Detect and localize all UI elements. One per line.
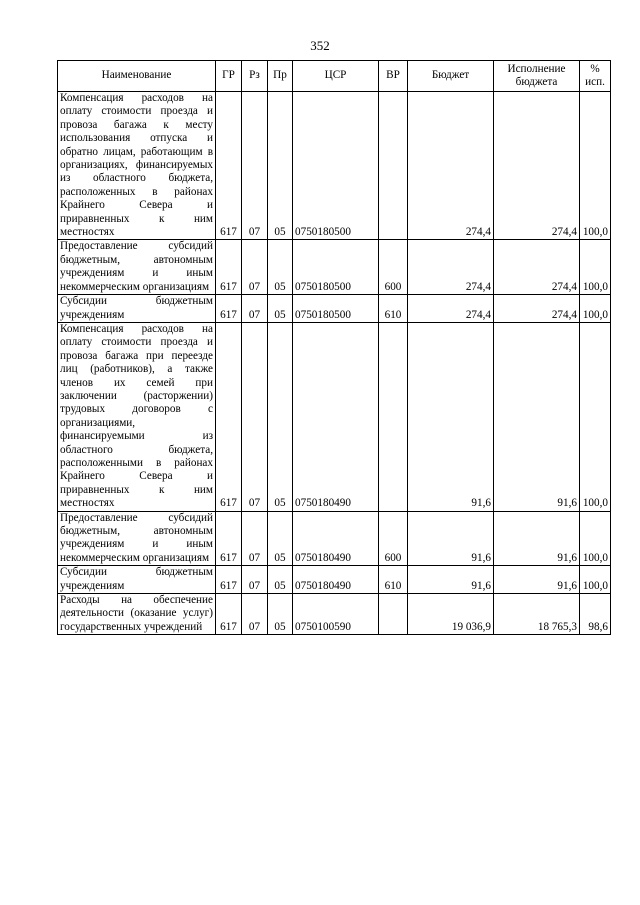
row-rz: 07 [242, 295, 268, 323]
budget-table [57, 60, 611, 635]
row-name: Субсидии бюджетным учреждениям [58, 295, 216, 323]
header-execution: Исполнение бюджета [494, 61, 580, 92]
row-execution: 274,4 [494, 295, 580, 323]
row-name: Предоставление субсидий бюджетным, автономным учреждениям и иным некоммерческим организациям [58, 240, 216, 295]
header-gr: ГР [216, 61, 242, 92]
header-vr: ВР [379, 61, 408, 92]
table-row [58, 92, 611, 240]
row-name: Предоставление субсидий бюджетным, автономным учреждениям и иным некоммерческим организациям [58, 511, 216, 566]
row-percent: 100,0 [580, 511, 611, 566]
row-percent: 100,0 [580, 295, 611, 323]
row-vr: 610 [379, 566, 408, 594]
row-execution: 18 765,3 [494, 594, 580, 635]
row-vr: 610 [379, 295, 408, 323]
row-percent: 100,0 [580, 322, 611, 511]
row-percent: 100,0 [580, 566, 611, 594]
row-rz: 07 [242, 566, 268, 594]
row-gr: 617 [216, 92, 242, 240]
row-gr: 617 [216, 594, 242, 635]
row-percent: 98,6 [580, 594, 611, 635]
row-name: Субсидии бюджетным учреждениям [58, 566, 216, 594]
row-pr: 05 [268, 511, 293, 566]
row-budget: 91,6 [408, 511, 494, 566]
row-vr [379, 322, 408, 511]
row-pr: 05 [268, 322, 293, 511]
row-pr: 05 [268, 92, 293, 240]
row-budget: 91,6 [408, 566, 494, 594]
row-rz: 07 [242, 240, 268, 295]
row-percent: 100,0 [580, 92, 611, 240]
row-csr: 0750180490 [293, 322, 379, 511]
table-row [58, 322, 611, 511]
row-name: Расходы на обеспечение деятельности (оказание услуг) государственных учреждений [58, 594, 216, 635]
row-percent: 100,0 [580, 240, 611, 295]
row-gr: 617 [216, 566, 242, 594]
table-row [58, 511, 611, 566]
row-pr: 05 [268, 240, 293, 295]
row-csr: 0750180500 [293, 240, 379, 295]
row-budget: 91,6 [408, 322, 494, 511]
row-execution: 91,6 [494, 322, 580, 511]
row-csr: 0750180500 [293, 295, 379, 323]
row-rz: 07 [242, 322, 268, 511]
header-percent: % исп. [580, 61, 611, 92]
row-name: Компенсация расходов на оплату стоимости проезда и провоза багажа к месту использования отпуска и обратно лицам, работающим в организациях, финансируемых из областного бюджета, расположенных в районах Крайнего Севера и приравненных к ним местностях [58, 92, 216, 240]
row-execution: 91,6 [494, 566, 580, 594]
row-rz: 07 [242, 511, 268, 566]
row-gr: 617 [216, 322, 242, 511]
table-row [58, 295, 611, 323]
row-csr: 0750180490 [293, 566, 379, 594]
row-csr: 0750100590 [293, 594, 379, 635]
row-rz: 07 [242, 92, 268, 240]
table-row [58, 240, 611, 295]
row-budget: 274,4 [408, 240, 494, 295]
header-row [58, 61, 611, 92]
row-name: Компенсация расходов на оплату стоимости проезда и провоза багажа при переезде лиц (работников), а также членов их семей при заключении (расторжении) трудовых договоров с организациями, финансируемыми из областного бюджета, расположенными в районах Крайнего Севера и приравненных к ним местностях [58, 322, 216, 511]
header-pr: Пр [268, 61, 293, 92]
table-row [58, 594, 611, 635]
row-vr: 600 [379, 240, 408, 295]
row-pr: 05 [268, 295, 293, 323]
row-budget: 274,4 [408, 295, 494, 323]
row-pr: 05 [268, 566, 293, 594]
row-execution: 91,6 [494, 511, 580, 566]
row-vr: 600 [379, 511, 408, 566]
row-gr: 617 [216, 240, 242, 295]
header-name: Наименование [58, 61, 216, 92]
row-execution: 274,4 [494, 240, 580, 295]
row-execution: 274,4 [494, 92, 580, 240]
row-vr [379, 92, 408, 240]
row-csr: 0750180490 [293, 511, 379, 566]
row-rz: 07 [242, 594, 268, 635]
row-gr: 617 [216, 511, 242, 566]
row-vr [379, 594, 408, 635]
row-budget: 19 036,9 [408, 594, 494, 635]
page-number: 352 [310, 38, 330, 53]
table-row [58, 566, 611, 594]
row-pr: 05 [268, 594, 293, 635]
header-csr: ЦСР [293, 61, 379, 92]
row-gr: 617 [216, 295, 242, 323]
header-budget: Бюджет [408, 61, 494, 92]
header-rz: Рз [242, 61, 268, 92]
row-csr: 0750180500 [293, 92, 379, 240]
row-budget: 274,4 [408, 92, 494, 240]
